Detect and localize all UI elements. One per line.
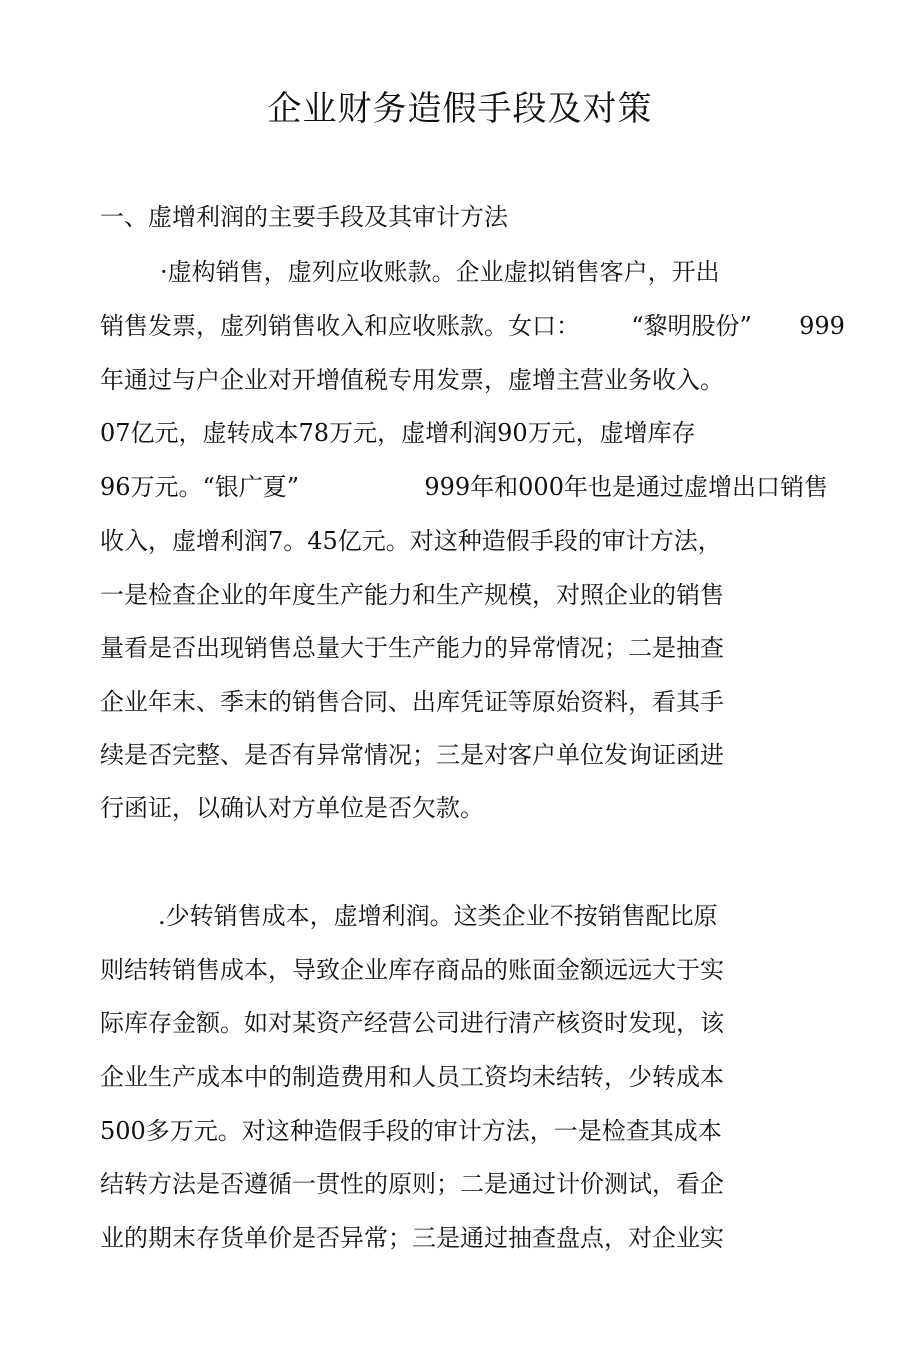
line-segment: 999年和000年也是通过虚增出口销售: [424, 473, 828, 501]
paragraph-line: 业的期末存货单价是否异常；三是通过抽查盘点，对企业实: [100, 1224, 724, 1252]
document-title: 企业财务造假手段及对策: [267, 89, 653, 129]
paragraph-line: 续是否完整、是否有异常情况；三是对客户单位发询证函进: [100, 741, 724, 769]
paragraph-line: 量看是否出现销售总量大于生产能力的异常情况；二是抽查: [100, 634, 724, 662]
section-heading: 一、虚增利润的主要手段及其审计方法: [100, 203, 508, 231]
paragraph-line: ·虚构销售，虚列应收账款。企业虚拟销售客户，开出: [160, 258, 720, 286]
paragraph-line: 企业年末、季末的销售合同、出库凭证等原始资料，看其手: [100, 688, 724, 716]
paragraph-line: 行函证，以确认对方单位是否欠款。: [100, 794, 484, 822]
paragraph-line: 年通过与户企业对开增值税专用发票，虚增主营业务收入。: [100, 366, 724, 394]
paragraph-line: [100, 470, 828, 504]
line-segment: 999: [799, 312, 845, 340]
paragraph-line: 收入，虚增利润7。45亿元。对这种造假手段的审计方法，: [100, 527, 722, 555]
paragraph-line: .少转销售成本，虚增利润。这类企业不按销售配比原: [158, 902, 718, 930]
paragraph-line: 500多万元。对这种造假手段的审计方法，一是检查其成本: [100, 1117, 722, 1145]
paragraph-line: 际库存金额。如对某资产经营公司进行清产核资时发现，该: [100, 1009, 724, 1037]
paragraph-line: 结转方法是否遵循一贯性的原则；二是通过计价测试，看企: [100, 1170, 724, 1198]
line-segment: “黎明股份”: [631, 312, 752, 340]
paragraph-line: 则结转销售成本，导致企业库存商品的账面金额远远大于实: [100, 956, 724, 984]
line-segment: 销售发票，虚列销售收入和应收账款。女口：: [100, 312, 580, 340]
paragraph-line: [100, 309, 845, 343]
line-segment: 96万元。“银广夏”: [100, 473, 300, 501]
paragraph-line: 一是检查企业的年度生产能力和生产规模，对照企业的销售: [100, 581, 724, 609]
paragraph-line: 企业生产成本中的制造费用和人员工资均未结转，少转成本: [100, 1063, 724, 1091]
paragraph-line: 07亿元，虚转成本78万元，虚增利润90万元，虚增库存: [100, 419, 696, 447]
